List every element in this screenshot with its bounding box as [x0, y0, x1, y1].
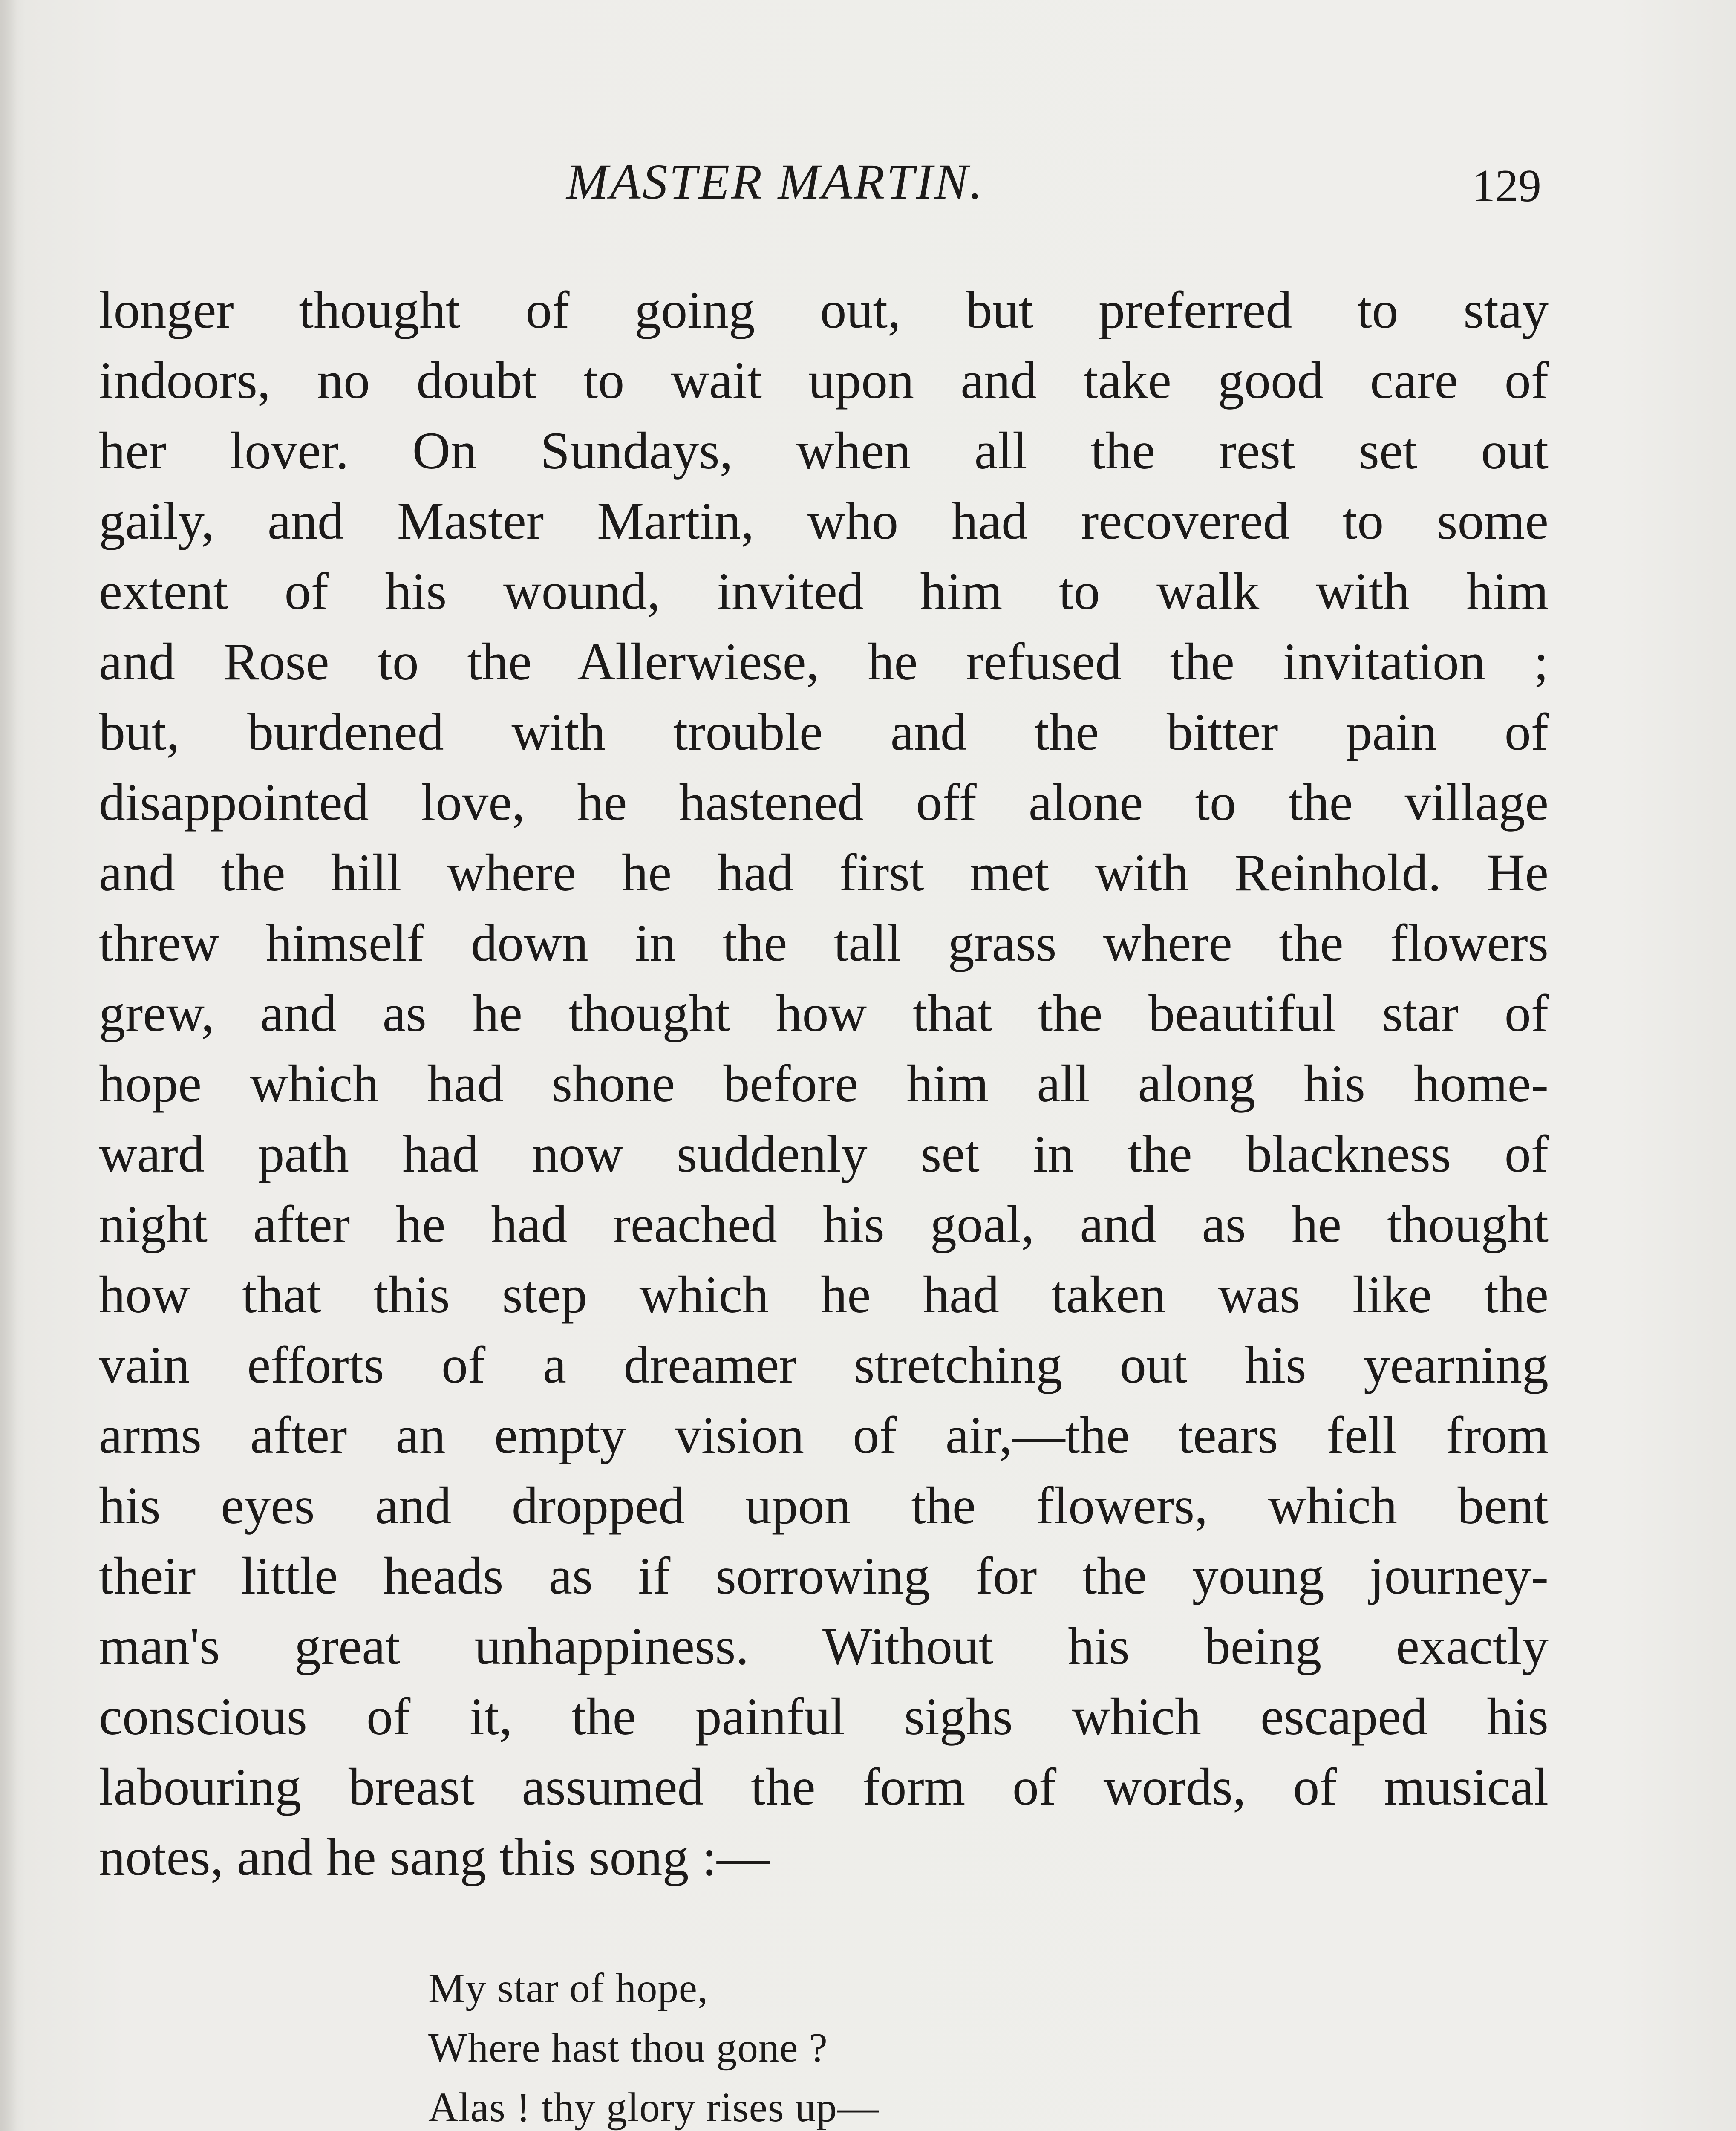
text-line: man's great unhappiness. Without his being exactly: [99, 1617, 1549, 1675]
poem-stanza: [428, 1958, 1094, 2131]
text-line: her lover. On Sundays, when all the rest set out: [99, 422, 1549, 480]
text-line: and Rose to the Allerwiese, he refused the invitation ;: [99, 632, 1549, 691]
text-line: how that this step which he had taken was like the: [99, 1265, 1549, 1324]
text-line: ward path had now suddenly set in the blackness of: [99, 1125, 1549, 1183]
text-line: notes, and he sang this song :—: [99, 1828, 770, 1886]
text-line: arms after an empty vision of air,—the tears fell from: [99, 1406, 1549, 1464]
text-line: vain efforts of a dreamer stretching out his yearning: [99, 1336, 1549, 1394]
text-line: labouring breast assumed the form of words, of musical: [99, 1758, 1549, 1816]
page-number: 129: [1472, 161, 1541, 211]
text-line: indoors, no doubt to wait upon and take good care of: [99, 351, 1549, 410]
text-line: hope which had shone before him all along his home-: [99, 1054, 1549, 1113]
text-line: and the hill where he had first met with Reinhold. He: [99, 843, 1549, 902]
text-line: but, burdened with trouble and the bitter pain of: [99, 703, 1549, 761]
text-line: his eyes and dropped upon the flowers, which bent: [99, 1476, 1549, 1535]
text-line: their little heads as if sorrowing for the young journey-: [99, 1547, 1549, 1605]
text-line: longer thought of going out, but preferred to stay: [99, 281, 1549, 339]
poem-line: My star of hope,: [428, 1965, 709, 2011]
text-line: extent of his wound, invited him to walk with him: [99, 562, 1549, 621]
spine-shadow: [0, 0, 17, 2131]
poem-line: Where hast thou gone ?: [428, 2025, 828, 2070]
body-paragraph: [99, 275, 1549, 1892]
text-line: threw himself down in the tall grass where the flowers: [99, 914, 1549, 972]
text-line: gaily, and Master Martin, who had recovered to some: [99, 492, 1549, 550]
text-line: night after he had reached his goal, and as he thought: [99, 1195, 1549, 1253]
text-line: disappointed love, he hastened off alone to the village: [99, 773, 1549, 832]
poem-line: Alas ! thy glory rises up—: [428, 2085, 879, 2130]
text-line: conscious of it, the painful sighs which escaped his: [99, 1687, 1549, 1746]
text-line: grew, and as he thought how that the beautiful star of: [99, 984, 1549, 1042]
running-head: MASTER MARTIN.: [566, 154, 984, 210]
